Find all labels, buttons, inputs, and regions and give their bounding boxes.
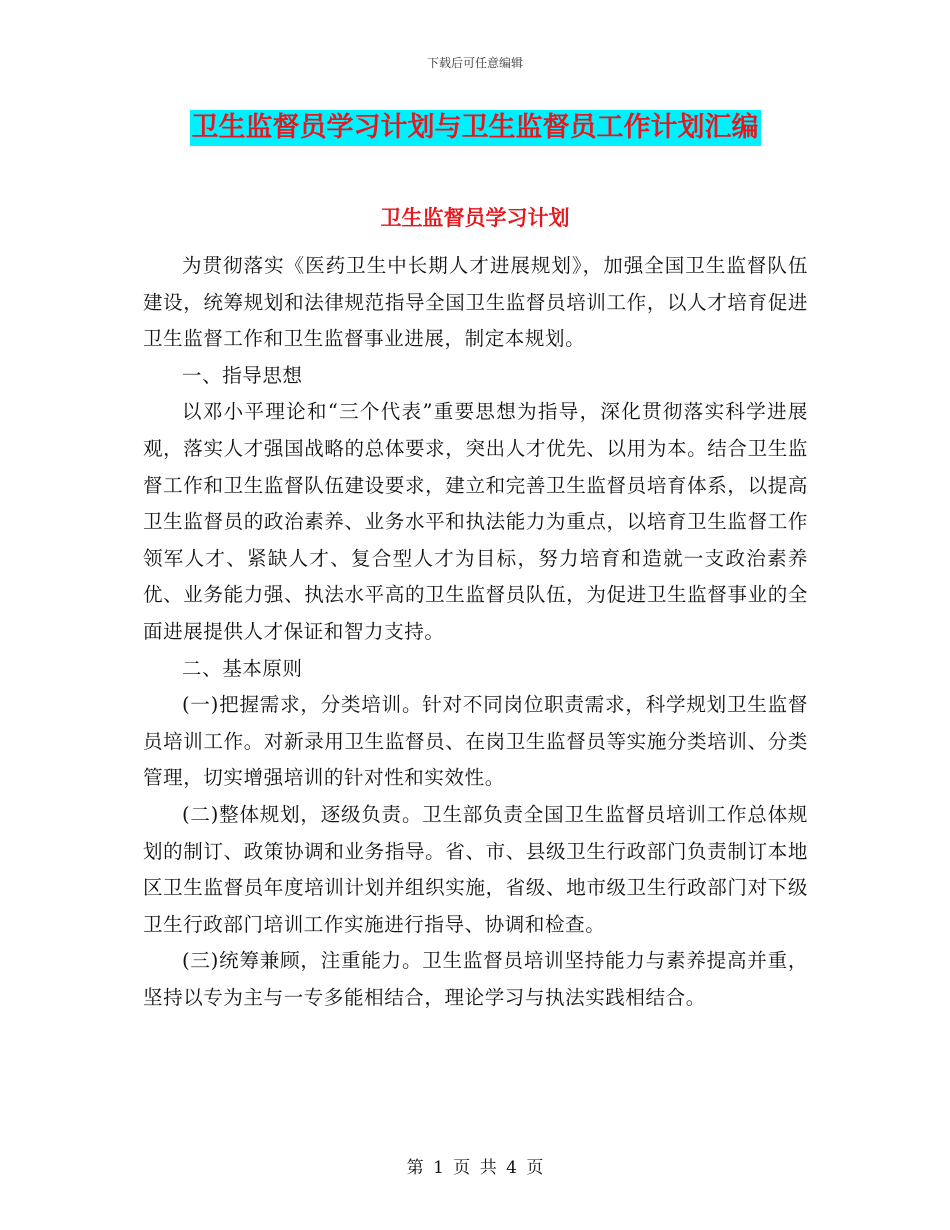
heading-guiding-thought: 一、指导思想 (182, 363, 303, 387)
page-footer: 第 1 页 共 4 页 (406, 1158, 544, 1178)
section-title: 卫生监督员学习计划 (380, 205, 570, 230)
paragraph-principle-1: (一)把握需求，分类培训。针对不同岗位职责需求，科学规划卫生监督员培训工作。对新录用卫生监督员、在岗卫生监督员等实施分类培训、分类管理，切实增强培训的针对性和实效性。 (143, 693, 808, 790)
paragraph-guiding-thought: 以邓小平理论和“三个代表”重要思想为指导，深化贯彻落实科学进展观，落实人才强国战略的总体要求，突出人才优先、以用为本。结合卫生监督工作和卫生监督队伍建设要求，建立和完善卫生监督员培育体系，以提高卫生监督员的政治素养、业务水平和执法能力为重点，以培育卫生监督工作领军人才、紧缺人才、复合型人才为目标，努力培育和造就一支政治素养优、业务能力强、执法水平高的卫生监督员队伍，为促进卫生监督事业的全面进展提供人才保证和智力支持。 (143, 400, 808, 643)
document-title-wrap (0, 110, 950, 146)
heading-basic-principles: 二、基本原则 (182, 656, 303, 680)
paragraph-principle-2: (二)整体规划，逐级负责。卫生部负责全国卫生监督员培训工作总体规划的制订、政策协调和业务指导。省、市、县级卫生行政部门负责制订本地区卫生监督员年度培训计划并组织实施，省级、地市级卫生行政部门对下级卫生行政部门培训工作实施进行指导、协调和检查。 (143, 802, 808, 936)
document-title: 卫生监督员学习计划与卫生监督员工作计划汇编 (190, 110, 761, 146)
document-body (143, 248, 808, 1016)
paragraph-intro: 为贯彻落实《医药卫生中长期人才进展规划》，加强全国卫生监督队伍建设，统筹规划和法律规范指导全国卫生监督员培训工作，以人才培育促进卫生监督工作和卫生监督事业进展，制定本规划。 (143, 254, 808, 351)
header-note: 下载后可任意编辑 (426, 56, 523, 70)
paragraph-principle-3: (三)统筹兼顾，注重能力。卫生监督员培训坚持能力与素养提高并重，坚持以专为主与一专多能相结合，理论学习与执法实践相结合。 (143, 949, 808, 1009)
